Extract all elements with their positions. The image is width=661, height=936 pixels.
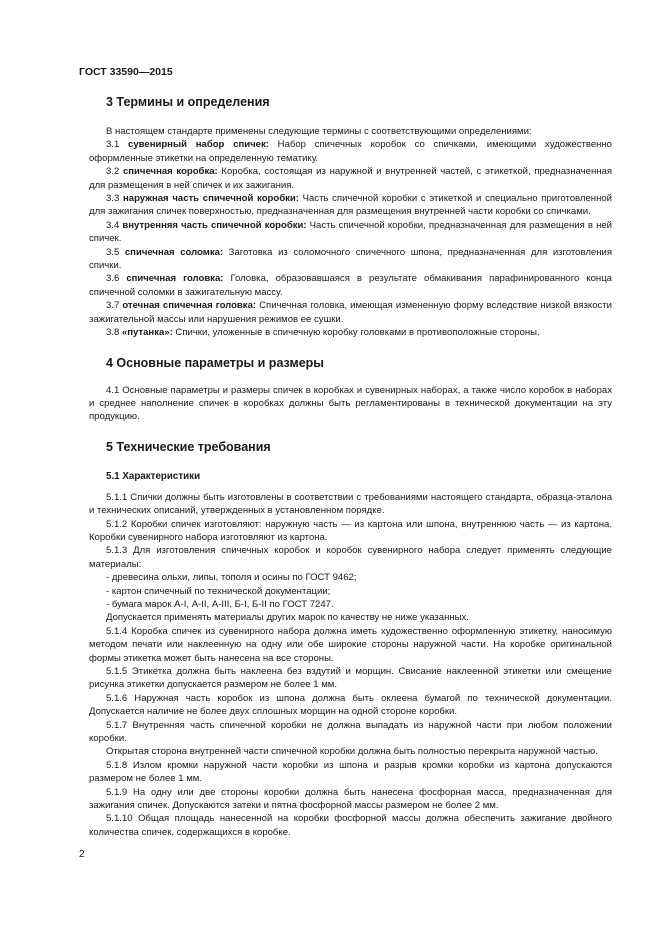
paragraph-5-1-9: 5.1.9 На одну или две стороны коробки должна быть нанесена фосфорная масса, предназначенная для зажигания спичек. Допускаются затеки и пятна фосфорной массы размером не более 2 мм. bbox=[89, 786, 612, 812]
term-number: 3.4 bbox=[106, 219, 123, 231]
term-number: 3.1 bbox=[106, 139, 129, 151]
term-3-3 bbox=[89, 192, 612, 219]
page-content bbox=[89, 94, 612, 839]
term-number: 3.3 bbox=[106, 193, 123, 205]
list-item: - древесина ольхи, липы, тополя и осины по ГОСТ 9462; bbox=[106, 572, 357, 584]
paragraph-5-1-6: 5.1.6 Наружная часть коробок из шпона должна быть оклеена бумагой по технической документации. Допускается наличие не более двух сплошных морщин на одной стороне коробки. bbox=[89, 692, 612, 718]
list-item: - бумага марок А-I, А-II, А-III, Б-I, Б-II по ГОСТ 7247. bbox=[106, 598, 334, 610]
paragraph-5-1-3: 5.1.3 Для изготовления спичечных коробок и коробок сувенирного набора следует применять следующие материалы: bbox=[89, 545, 612, 570]
term-number: 3.7 bbox=[106, 300, 123, 312]
term-3-4 bbox=[89, 219, 612, 246]
document-header: ГОСТ 33590—2015 bbox=[79, 66, 173, 78]
term-3-8 bbox=[89, 326, 612, 339]
list-item: - картон спичечный по технической документации; bbox=[106, 585, 331, 597]
term-name: сувенирный набор спичек: bbox=[128, 139, 269, 151]
term-number: 3.6 bbox=[106, 273, 127, 285]
paragraph-5-1-5: 5.1.5 Этикетка должна быть наклеена без вздутий и морщин. Свисание наклеенной этикетки или смещение рисунка этикетки допускается размером не более 1 мм. bbox=[89, 666, 612, 691]
paragraph-5-1-2: 5.1.2 Коробки спичек изготовляют: наружную часть — из картона или шпона, внутреннюю часть — из картона. Коробки сувенирного набора изготовляют из картона. bbox=[89, 518, 612, 543]
term-definition: Набор спичечных коробок со спичками, имеющими художественно оформленные этикетки на определенную тематику. bbox=[89, 139, 612, 164]
section-3-title: 3 Термины и определения bbox=[106, 95, 270, 109]
term-definition: Часть спичечной коробки, предназначенная для размещения в ней спичек. bbox=[89, 219, 612, 245]
term-definition: Заготовка из соломочного спичечного шпона, предназначенная для изготовления спички. bbox=[89, 246, 612, 272]
section-5-title: 5 Технические требования bbox=[106, 439, 271, 454]
section-3-intro: В настоящем стандарте применены следующие термины с соответствующими определениями: bbox=[106, 126, 532, 137]
term-name: спичечная головка: bbox=[126, 273, 224, 285]
term-name: спичечная соломка: bbox=[124, 246, 224, 258]
term-name: спичечная коробка: bbox=[122, 166, 218, 178]
term-number: 3.8 bbox=[106, 327, 122, 339]
paragraph-5-1-10: 5.1.10 Общая площадь нанесенной на коробки фосфорной массы должна обеспечить зажигание двойного количества спичек, содержащихся в коробке. bbox=[89, 813, 612, 838]
term-name: наружная часть спичечной коробки: bbox=[123, 193, 299, 205]
paragraph-4-1: 4.1 Основные параметры и размеры спичек в коробках и сувенирных наборах, а также число коробок в наборах и среднее наполнение спичек в коробках должны быть регламентированы в технической документации на эту продукцию. bbox=[89, 384, 612, 423]
term-definition: Головка, образовавшаяся в результате обмакивания парафинированного конца спичечной соломки в зажигательную массу. bbox=[89, 273, 612, 298]
term-3-2 bbox=[89, 165, 612, 192]
paragraph-5-1-7: 5.1.7 Внутренняя часть спичечной коробки не должна выпадать из наружной части при любом положении коробки. bbox=[89, 719, 612, 745]
term-definition: Спички, уложенные в спичечную коробку головками в противоположные стороны. bbox=[172, 327, 540, 339]
paragraph-5-1-4: 5.1.4 Коробка спичек из сувенирного набора должна иметь художественно оформленную этикетку, наносимую методом печати или наклеенную на одну или обе широкие стороны наружной части. На коробке оригинальной формы этикетка может быть нанесена на все стороны. bbox=[89, 625, 612, 664]
term-3-1 bbox=[89, 138, 612, 165]
paragraph-5-1-3-note: Допускается применять материалы других марок по качеству не ниже указанных. bbox=[106, 612, 469, 624]
page-number: 2 bbox=[79, 849, 85, 860]
section-4-title: 4 Основные параметры и размеры bbox=[106, 355, 324, 370]
term-number: 3.5 bbox=[106, 246, 125, 258]
subsection-5-1-title: 5.1 Характеристики bbox=[106, 470, 201, 482]
term-definition: Часть спичечной коробки с этикеткой и специально приготовленной для зажигания спичек поверхностью, предназначенная для размещения внутренней части коробки со спичками. bbox=[89, 193, 612, 218]
paragraph-5-1-7-note: Открытая сторона внутренней части спичечной коробки должна быть полностью перекрыта наружной частью. bbox=[106, 746, 598, 758]
term-name: «путанка»: bbox=[121, 327, 173, 339]
term-3-7 bbox=[89, 299, 612, 326]
term-3-6 bbox=[89, 272, 612, 299]
term-definition: Спичечная головка, имеющая измененную форму вследствие низкой вязкости зажигательной массы или нарушения режимов ее сушки. bbox=[89, 300, 612, 325]
term-number: 3.2 bbox=[106, 166, 123, 178]
paragraph-5-1-8: 5.1.8 Излом кромки наружной части коробки из шпона и разрыв кромки коробки из картона допускаются размером не более 1 мм. bbox=[89, 759, 612, 785]
term-name: отечная спичечная головка: bbox=[122, 300, 257, 312]
term-name: внутренняя часть спичечной коробки: bbox=[122, 219, 307, 231]
term-3-5 bbox=[89, 246, 612, 273]
paragraph-5-1-1: 5.1.1 Спички должны быть изготовлены в соответствии с требованиями настоящего стандарта, образца-эталона и технических описаний, утвержденных в установленном порядке. bbox=[89, 491, 612, 517]
term-definition: Коробка, состоящая из наружной и внутренней частей, с этикеткой, предназначенная для размещения в ней спичек и их зажигания. bbox=[89, 166, 612, 191]
